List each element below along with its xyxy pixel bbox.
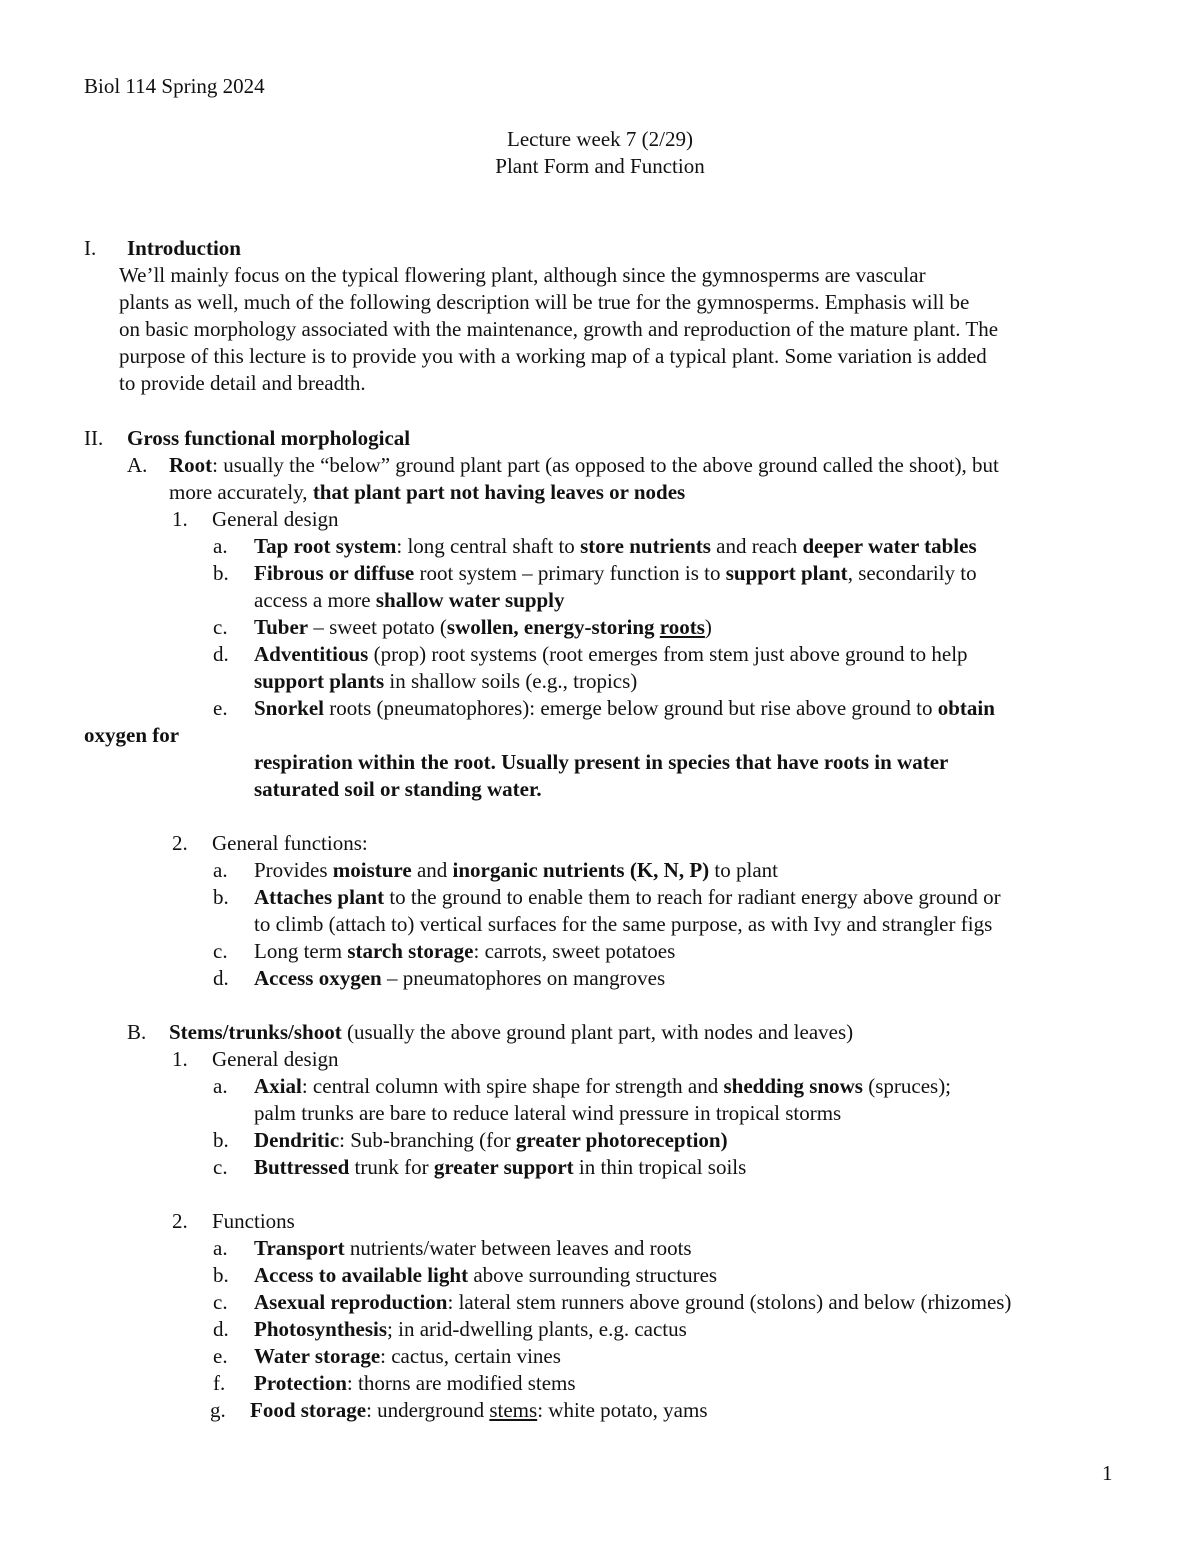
list-item: oxygen for [84,723,180,747]
list-marker: e. [213,1344,228,1368]
list-marker: c. [213,939,228,963]
list-item: Axial: central column with spire shape for strength and shedding snows (spruces); [254,1074,952,1098]
list-marker: c. [213,1155,228,1179]
list-marker: d. [213,966,229,990]
list-marker: a. [213,1074,228,1098]
list-item: General functions: [212,831,368,855]
list-number: 1. [172,1047,188,1071]
section-heading: Introduction [127,236,241,260]
list-item: more accurately, that plant part not having leaves or nodes [169,480,686,504]
list-item: Attaches plant to the ground to enable them to reach for radiant energy above ground or [254,885,1001,909]
list-marker: d. [213,1317,229,1341]
list-item: Water storage: cactus, certain vines [254,1344,561,1368]
course-header: Biol 114 Spring 2024 [84,74,265,98]
list-number: 1. [172,507,188,531]
paragraph-line: to provide detail and breadth. [119,371,366,395]
paragraph-line: plants as well, much of the following description will be true for the gymnosperms. Emphasis will be [119,290,970,314]
list-item: Photosynthesis; in arid-dwelling plants, e.g. cactus [254,1317,687,1341]
list-item: saturated soil or standing water. [254,777,542,801]
list-marker: a. [213,534,228,558]
section-numeral: I. [84,236,97,260]
list-marker: d. [213,642,229,666]
list-marker: c. [213,615,228,639]
list-item: Access oxygen – pneumatophores on mangroves [254,966,666,990]
list-item: palm trunks are bare to reduce lateral wind pressure in tropical storms [254,1101,842,1125]
list-item: Tap root system: long central shaft to store nutrients and reach deeper water tables [254,534,977,558]
list-marker: b. [213,1128,229,1152]
list-marker: a. [213,858,228,882]
list-marker: g. [210,1398,226,1422]
list-item: Functions [212,1209,295,1233]
list-marker: a. [213,1236,228,1260]
list-marker: b. [213,1263,229,1287]
list-item: Fibrous or diffuse root system – primary function is to support plant, secondarily to [254,561,977,585]
list-marker: e. [213,696,228,720]
list-item: General design [212,507,339,531]
lecture-title: Lecture week 7 (2/29) [507,127,693,151]
subsection-letter: A. [127,453,148,477]
list-item: Snorkel roots (pneumatophores): emerge below ground but rise above ground to obtain [254,696,995,720]
list-marker: f. [213,1371,226,1395]
list-item: Transport nutrients/water between leaves and roots [254,1236,692,1260]
list-item: Access to available light above surrounding structures [254,1263,718,1287]
subsection-letter: B. [127,1020,147,1044]
list-number: 2. [172,831,188,855]
list-number: 2. [172,1209,188,1233]
section-numeral: II. [84,426,104,450]
list-item: Buttressed trunk for greater support in thin tropical soils [254,1155,747,1179]
list-marker: c. [213,1290,228,1314]
list-item: Long term starch storage: carrots, sweet potatoes [254,939,676,963]
list-item: Stems/trunks/shoot (usually the above ground plant part, with nodes and leaves) [169,1020,854,1044]
list-item: General design [212,1047,339,1071]
list-marker: b. [213,561,229,585]
paragraph-line: on basic morphology associated with the maintenance, growth and reproduction of the mature plant. The [119,317,999,341]
list-item: Tuber – sweet potato (swollen, energy-storing roots) [254,615,712,639]
list-item: Root: usually the “below” ground plant part (as opposed to the above ground called the shoot), but [169,453,999,477]
list-item: Asexual reproduction: lateral stem runners above ground (stolons) and below (rhizomes) [254,1290,1012,1314]
list-item: Food storage: underground stems: white potato, yams [250,1398,708,1422]
list-item: Provides moisture and inorganic nutrients (K, N, P) to plant [254,858,778,882]
list-item: Protection: thorns are modified stems [254,1371,576,1395]
paragraph-line: We’ll mainly focus on the typical flowering plant, although since the gymnosperms are vascular [119,263,926,287]
section-heading: Gross functional morphological [127,426,411,450]
list-item: respiration within the root. Usually present in species that have roots in water [254,750,949,774]
list-item: Adventitious (prop) root systems (root emerges from stem just above ground to help [254,642,968,666]
lecture-subtitle: Plant Form and Function [495,154,705,178]
list-item: to climb (attach to) vertical surfaces for the same purpose, as with Ivy and strangler figs [254,912,993,936]
list-item: Dendritic: Sub-branching (for greater photoreception) [254,1128,728,1152]
list-marker: b. [213,885,229,909]
page-number: 1 [1102,1461,1113,1485]
list-item: access a more shallow water supply [254,588,565,612]
list-item: support plants in shallow soils (e.g., tropics) [254,669,638,693]
paragraph-line: purpose of this lecture is to provide you with a working map of a typical plant. Some variation is added [119,344,987,368]
